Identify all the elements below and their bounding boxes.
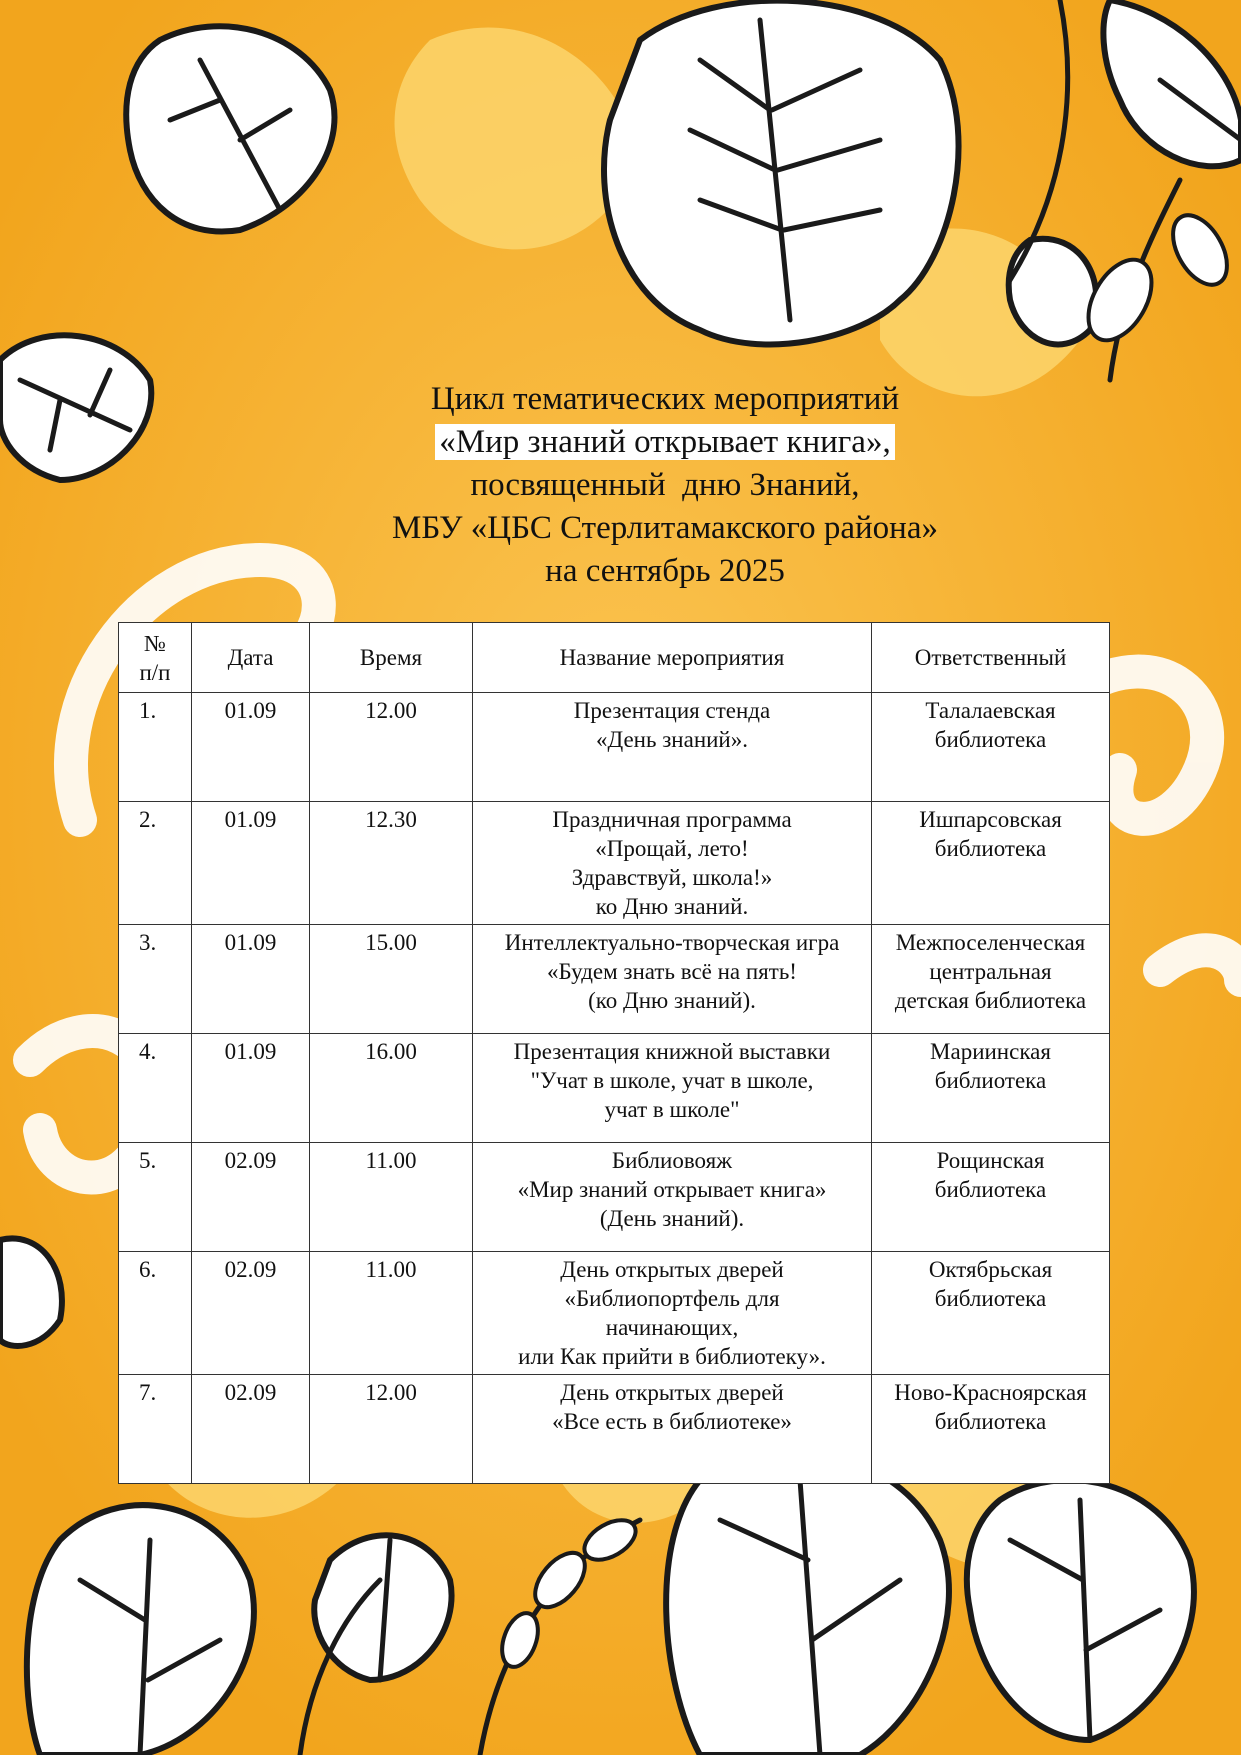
row-date: 01.09 [192, 693, 310, 802]
row-number: 1. [119, 693, 192, 802]
row-time: 12.00 [310, 693, 473, 802]
header-line-3: посвященный дню Знаний, [470, 467, 860, 503]
header-line-2: «Мир знаний открывает книга», [435, 424, 894, 460]
header-line-4: МБУ «ЦБС Стерлитамакского района» [392, 510, 938, 546]
events-table-container [118, 622, 1109, 1484]
row-responsible: Мариинская библиотека [872, 1034, 1110, 1143]
table-row [119, 1143, 1110, 1252]
row-event-title: День открытых дверей «Все есть в библиотеке» [473, 1375, 872, 1484]
row-responsible: Ишпарсовская библиотека [872, 802, 1110, 925]
column-header-date: Дата [192, 623, 310, 693]
table-header-row [119, 623, 1110, 693]
row-event-title: Библиовояж «Мир знаний открывает книга» (День знаний). [473, 1143, 872, 1252]
row-event-title: Презентация стенда «День знаний». [473, 693, 872, 802]
table-row [119, 925, 1110, 1034]
row-number: 4. [119, 1034, 192, 1143]
column-header-event-name: Название мероприятия [473, 623, 872, 693]
row-time: 15.00 [310, 925, 473, 1034]
row-time: 11.00 [310, 1252, 473, 1375]
row-number: 3. [119, 925, 192, 1034]
row-number: 5. [119, 1143, 192, 1252]
column-header-number: № п/п [119, 623, 192, 693]
table-row [119, 693, 1110, 802]
row-number: 6. [119, 1252, 192, 1375]
row-time: 16.00 [310, 1034, 473, 1143]
row-time: 12.30 [310, 802, 473, 925]
row-responsible: Межпоселенческая центральная детская библиотека [872, 925, 1110, 1034]
row-date: 01.09 [192, 925, 310, 1034]
row-event-title: Презентация книжной выставки "Учат в школе, учат в школе, учат в школе" [473, 1034, 872, 1143]
row-number: 2. [119, 802, 192, 925]
column-header-responsible: Ответственный [872, 623, 1110, 693]
row-time: 12.00 [310, 1375, 473, 1484]
table-row [119, 1034, 1110, 1143]
row-time: 11.00 [310, 1143, 473, 1252]
header-line-5: на сентябрь 2025 [545, 553, 785, 589]
row-number: 7. [119, 1375, 192, 1484]
events-table [118, 622, 1110, 1484]
header-line-1: Цикл тематических мероприятий [430, 381, 900, 417]
table-row [119, 1252, 1110, 1375]
row-responsible: Октябрьская библиотека [872, 1252, 1110, 1375]
table-row [119, 802, 1110, 925]
row-event-title: Праздничная программа «Прощай, лето! Здравствуй, школа!» ко Дню знаний. [473, 802, 872, 925]
row-date: 02.09 [192, 1375, 310, 1484]
row-date: 02.09 [192, 1252, 310, 1375]
row-date: 01.09 [192, 802, 310, 925]
row-date: 02.09 [192, 1143, 310, 1252]
table-row [119, 1375, 1110, 1484]
document-header [0, 378, 1241, 593]
row-event-title: День открытых дверей «Библиопортфель для начинающих, или Как прийти в библиотеку». [473, 1252, 872, 1375]
column-header-time: Время [310, 623, 473, 693]
row-responsible: Талалаевская библиотека [872, 693, 1110, 802]
row-responsible: Ново-Красноярская библиотека [872, 1375, 1110, 1484]
row-date: 01.09 [192, 1034, 310, 1143]
row-event-title: Интеллектуально-творческая игра «Будем знать всё на пять! (ко Дню знаний). [473, 925, 872, 1034]
row-responsible: Рощинская библиотека [872, 1143, 1110, 1252]
